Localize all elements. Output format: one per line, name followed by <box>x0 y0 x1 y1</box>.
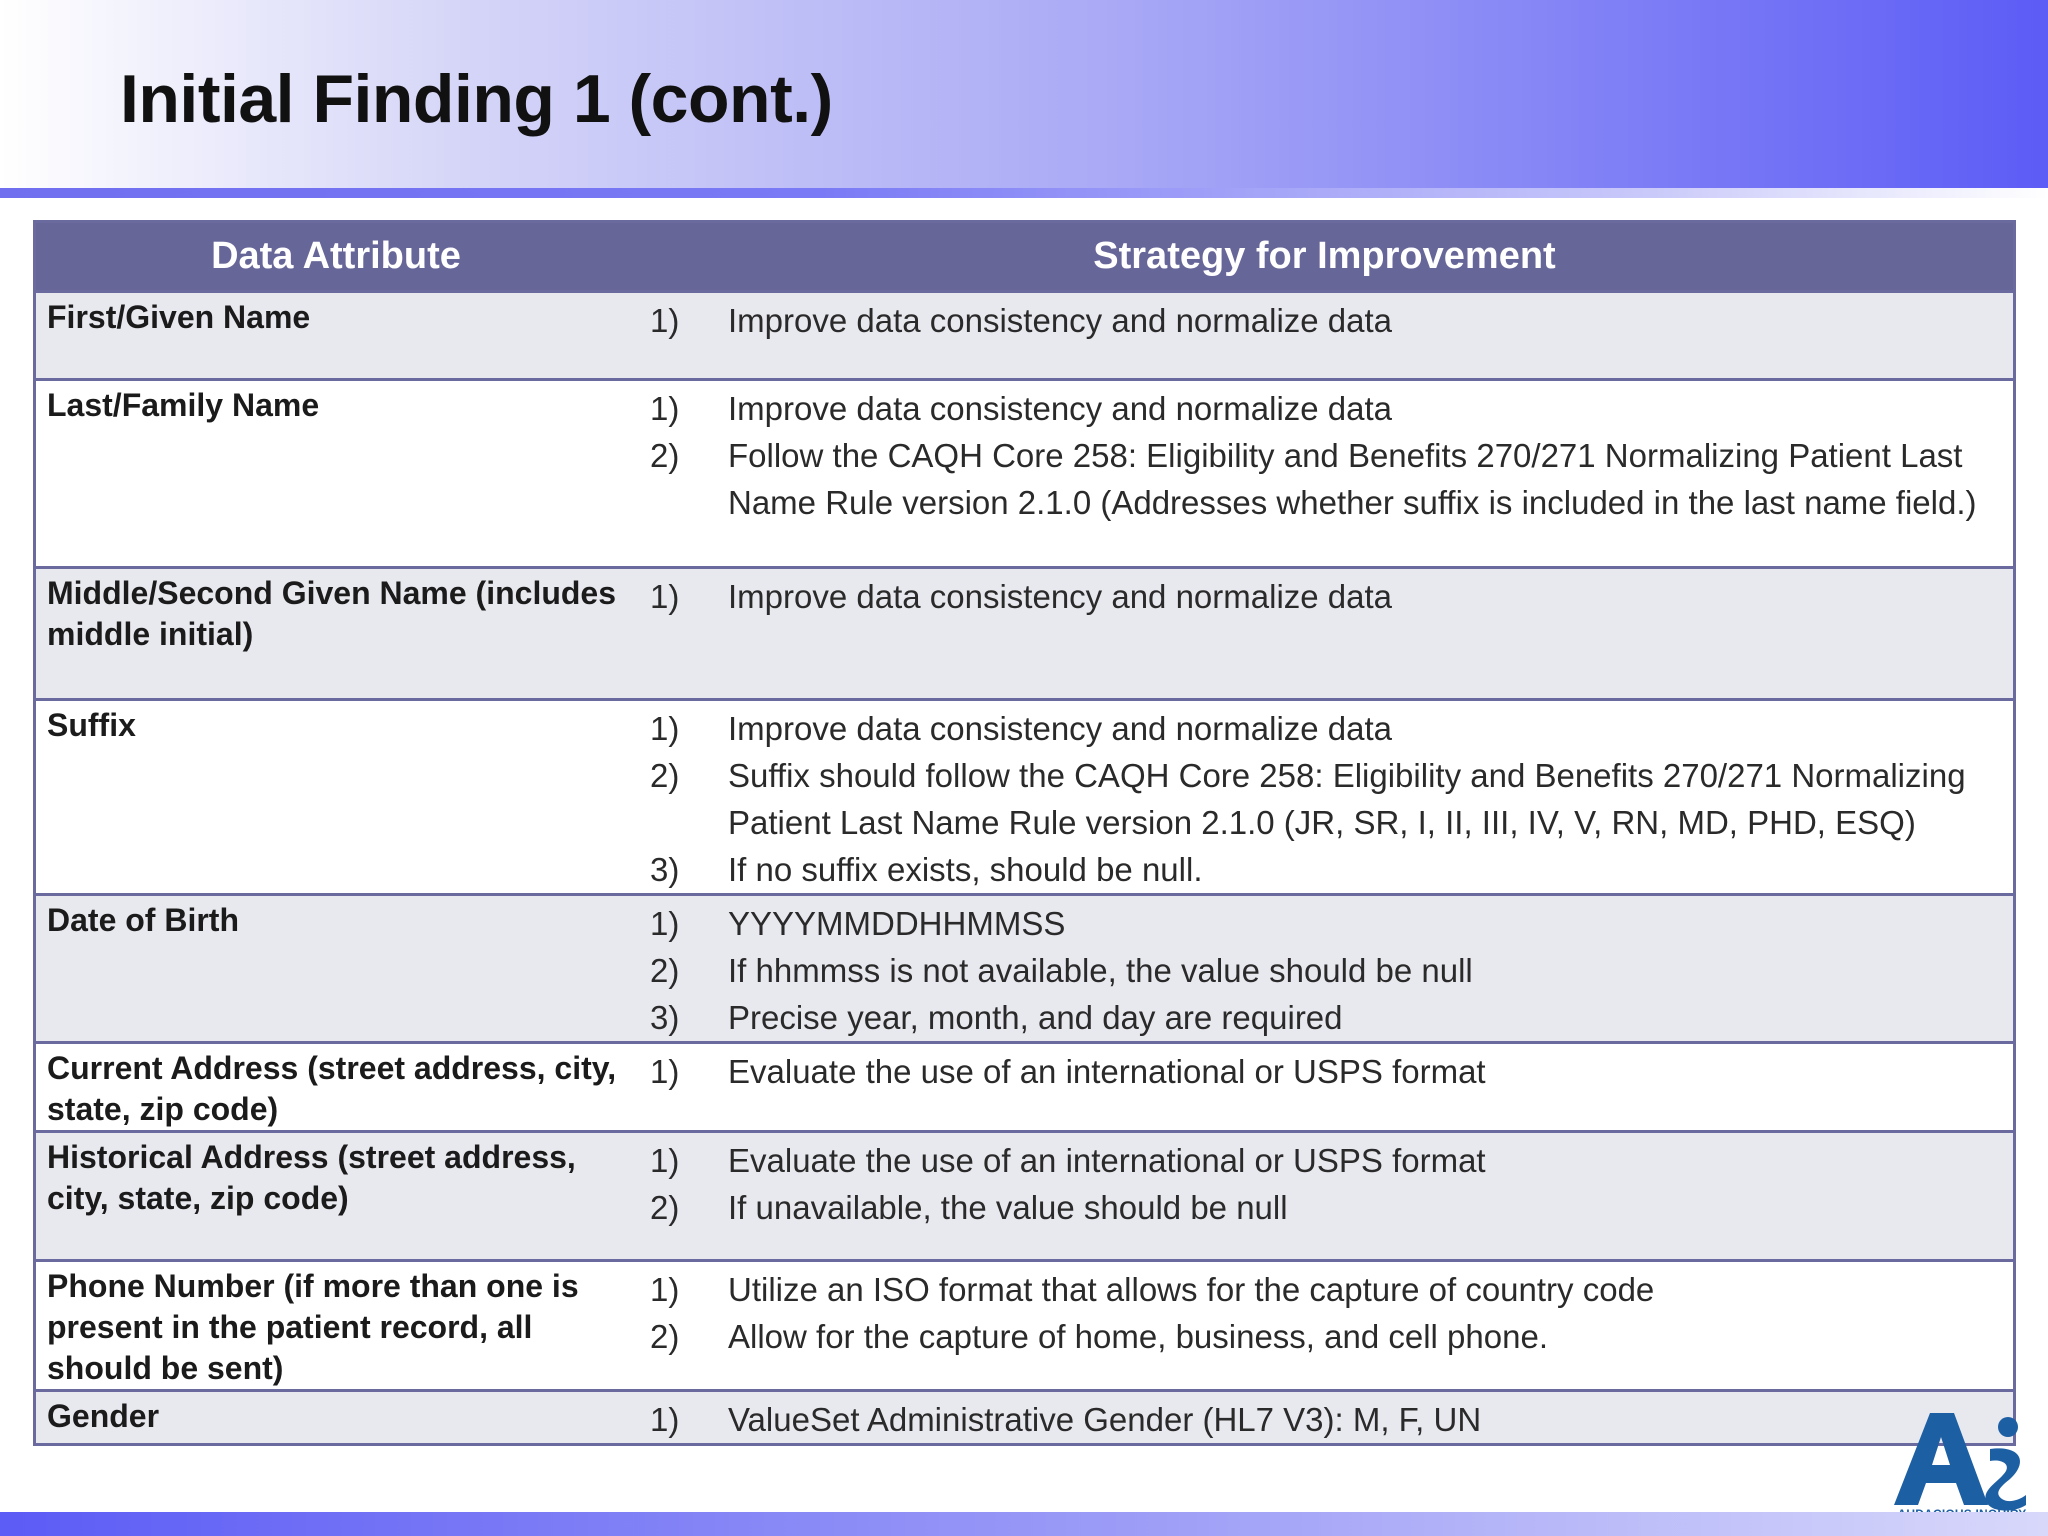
findings-table <box>33 220 2016 1446</box>
strategy-item <box>636 573 2003 620</box>
item-number: 3) <box>650 850 680 888</box>
table-row <box>36 1131 2013 1260</box>
strategy-cell <box>636 699 2013 894</box>
table-row <box>36 1260 2013 1390</box>
data-attribute-cell: Last/Family Name <box>36 379 636 567</box>
item-text: Evaluate the use of an international or USPS format <box>728 1052 1486 1090</box>
item-number: 2) <box>650 1188 680 1226</box>
item-text: Suffix should follow the CAQH Core 258: Eligibility and Benefits 270/271 Normalizing Patient Last Name Rule version 2.1.0 (JR, SR, I, II, III, IV, V, RN, MD, PHD, ESQ) <box>728 756 1966 841</box>
table-row <box>36 894 2013 1042</box>
header-strategy: Strategy for Improvement <box>636 223 2013 291</box>
item-number: 1) <box>650 1400 680 1438</box>
item-text: Precise year, month, and day are required <box>728 998 1343 1036</box>
strategy-item <box>636 947 2003 994</box>
item-text: Improve data consistency and normalize data <box>728 389 1393 427</box>
header-data-attribute: Data Attribute <box>36 223 636 291</box>
item-number: 1) <box>650 1052 680 1090</box>
strategy-item <box>636 385 2003 432</box>
audacious-inquiry-logo-icon <box>1890 1405 2030 1520</box>
item-text: Allow for the capture of home, business, and cell phone. <box>728 1317 1548 1355</box>
item-number: 1) <box>650 904 680 942</box>
item-number: 2) <box>650 1317 680 1355</box>
strategy-item <box>636 297 2003 344</box>
item-text: Follow the CAQH Core 258: Eligibility and Benefits 270/271 Normalizing Patient Last Name Rule version 2.1.0 (Addresses whether suffix is included in the last name field.) <box>728 436 1977 521</box>
table-row <box>36 567 2013 699</box>
strategy-cell <box>636 567 2013 699</box>
table-header-row <box>36 223 2013 291</box>
strategy-item <box>636 752 2003 846</box>
strategy-item <box>636 432 2003 526</box>
strategy-item <box>636 900 2003 947</box>
item-number: 1) <box>650 577 680 615</box>
item-number: 1) <box>650 389 680 427</box>
data-attribute-cell: First/Given Name <box>36 291 636 379</box>
strategy-cell <box>636 291 2013 379</box>
strategy-cell <box>636 1390 2013 1443</box>
item-text: If hhmmss is not available, the value should be null <box>728 951 1473 989</box>
table-row <box>36 1390 2013 1443</box>
item-text: ValueSet Administrative Gender (HL7 V3): M, F, UN <box>728 1400 1482 1438</box>
data-attribute-cell: Date of Birth <box>36 894 636 1042</box>
data-attribute-cell: Middle/Second Given Name (includes middle initial) <box>36 567 636 699</box>
strategy-cell <box>636 1260 2013 1390</box>
strategy-cell <box>636 1131 2013 1260</box>
item-number: 2) <box>650 756 680 794</box>
item-text: Utilize an ISO format that allows for the capture of country code <box>728 1270 1655 1308</box>
item-number: 3) <box>650 998 680 1036</box>
strategy-item <box>636 1184 2003 1231</box>
item-number: 1) <box>650 1141 680 1179</box>
strategy-item <box>636 1313 2003 1360</box>
item-text: Improve data consistency and normalize data <box>728 709 1393 747</box>
item-number: 1) <box>650 709 680 747</box>
data-attribute-cell: Suffix <box>36 699 636 894</box>
data-attribute-cell: Phone Number (if more than one is present in the patient record, all should be sent) <box>36 1260 636 1390</box>
strategy-item <box>636 1137 2003 1184</box>
data-attribute-cell: Current Address (street address, city, state, zip code) <box>36 1042 636 1131</box>
title-divider <box>0 188 2048 198</box>
strategy-cell <box>636 379 2013 567</box>
strategy-item <box>636 705 2003 752</box>
item-text: YYYYMMDDHHMMSS <box>728 904 1066 942</box>
item-number: 2) <box>650 436 680 474</box>
table-row <box>36 291 2013 379</box>
item-number: 1) <box>650 1270 680 1308</box>
slide-title: Initial Finding 1 (cont.) <box>120 61 833 137</box>
data-attribute-cell: Gender <box>36 1390 636 1443</box>
strategy-cell <box>636 894 2013 1042</box>
table-row <box>36 1042 2013 1131</box>
item-number: 2) <box>650 951 680 989</box>
footer-band <box>0 1512 2048 1536</box>
strategy-item <box>636 846 2003 893</box>
table-row <box>36 379 2013 567</box>
item-text: If no suffix exists, should be null. <box>728 850 1203 888</box>
item-text: Improve data consistency and normalize data <box>728 577 1393 615</box>
strategy-item <box>636 1048 2003 1095</box>
strategy-cell <box>636 1042 2013 1131</box>
table-row <box>36 699 2013 894</box>
item-text: Evaluate the use of an international or USPS format <box>728 1141 1486 1179</box>
item-number: 1) <box>650 301 680 339</box>
strategy-item <box>636 994 2003 1041</box>
item-text: If unavailable, the value should be null <box>728 1188 1288 1226</box>
strategy-item <box>636 1266 2003 1313</box>
data-attribute-cell: Historical Address (street address, city, state, zip code) <box>36 1131 636 1260</box>
item-text: Improve data consistency and normalize data <box>728 301 1393 339</box>
strategy-item <box>636 1396 2003 1443</box>
